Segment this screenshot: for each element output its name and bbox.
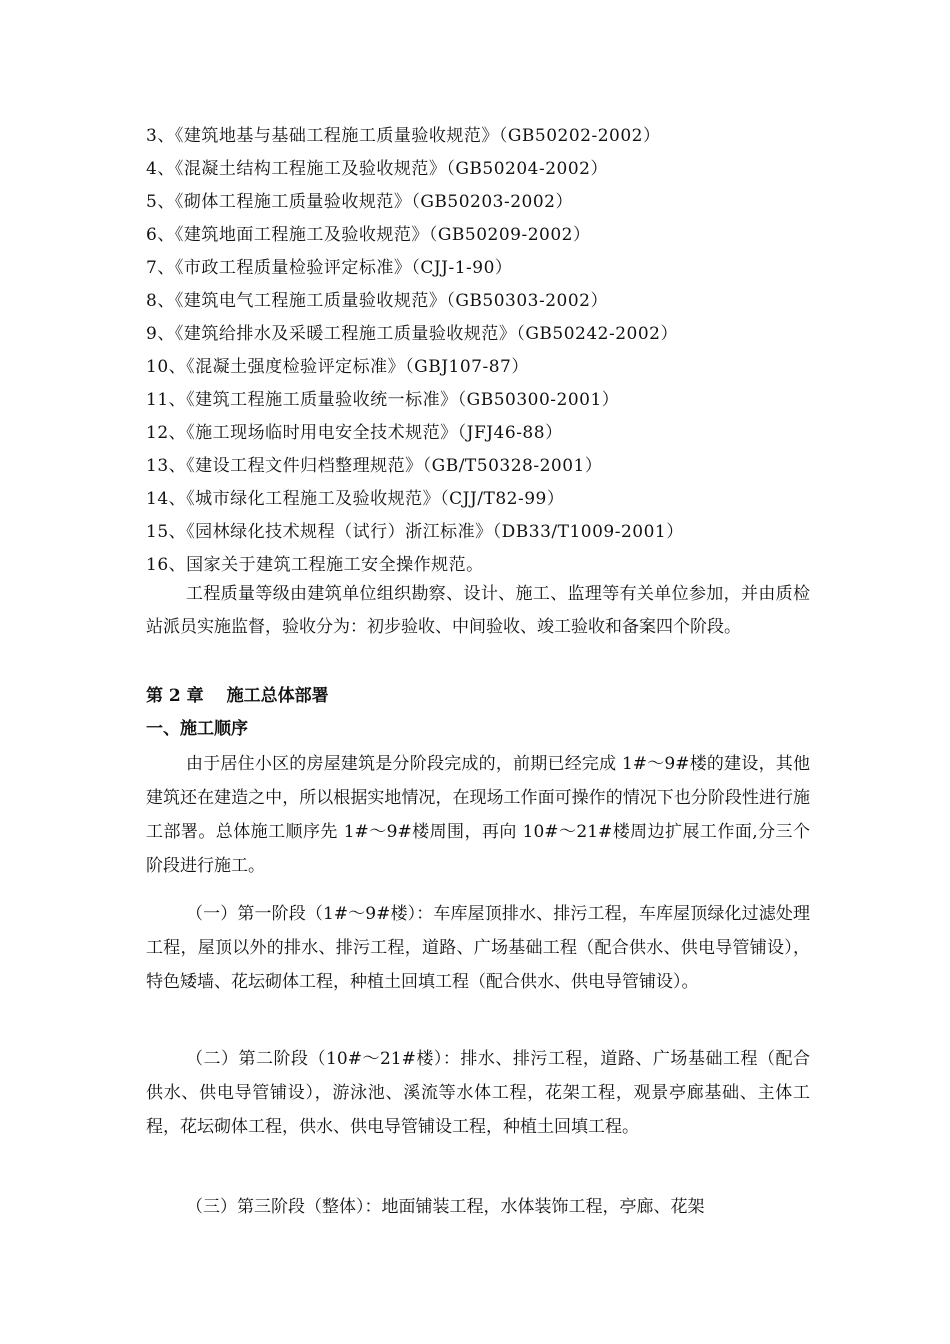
list-item: 12、《施工现场临时用电安全技术规范》（JFJ46-88）	[146, 423, 563, 443]
list-item: 6、《建筑地面工程施工及验收规范》（GB50209-2002）	[146, 225, 591, 245]
list-item: 4、《混凝土结构工程施工及验收规范》（GB50204-2002）	[146, 159, 608, 179]
list-item: 5、《砌体工程施工质量验收规范》（GB50203-2002）	[146, 192, 573, 212]
stage-3-paragraph: （三）第三阶段（整体）：地面铺装工程，水体装饰工程，亭廊、花架	[186, 1197, 705, 1217]
list-item: 3、《建筑地基与基础工程施工质量验收规范》（GB50202-2002）	[146, 126, 661, 146]
stage-1-paragraph: （一）第一阶段（1#～9#楼）：车库屋顶排水、排污工程，车库屋顶绿化过滤处理工程，屋顶以外的排水、排污工程，道路、广场基础工程（配合供水、供电导管铺设），特色矮墙、花坛砌体工程，种植土回填工程（配合供水、供电导管铺设）。	[146, 904, 810, 992]
list-item: 9、《建筑给排水及采暖工程施工质量验收规范》（GB50242-2002）	[146, 324, 678, 344]
section-title: 一、施工顺序	[146, 719, 248, 739]
stage-2-paragraph: （二）第二阶段（10#～21#楼）：排水、排污工程，道路、广场基础工程（配合供水、供电导管铺设），游泳池、溪流等水体工程，花架工程，观景亭廊基础、主体工程，花坛砌体工程，供水、供电导管铺设工程，种植土回填工程。	[146, 1049, 810, 1137]
list-item: 15、《园林绿化技术规程（试行）浙江标准》（DB33/T1009-2001）	[146, 522, 684, 542]
chapter-title: 第 2 章 施工总体部署	[146, 686, 329, 706]
list-item: 11、《建筑工程施工质量验收统一标准》（GB50300-2001）	[146, 390, 620, 410]
sequence-paragraph: 由于居住小区的房屋建筑是分阶段完成的，前期已经完成 1#～9#楼的建设，其他建筑还在建造之中，所以根据实地情况，在现场工作面可操作的情况下也分阶段性进行施工部署。总体施工顺序先 1#～9#楼周围，再向 10#～21#楼周边扩展工作面,分三个阶段进行施工。	[146, 754, 810, 876]
list-item: 10、《混凝土强度检验评定标准》（GBJ107-87）	[146, 357, 529, 377]
list-item: 8、《建筑电气工程施工质量验收规范》（GB50303-2002）	[146, 291, 608, 311]
quality-paragraph: 工程质量等级由建筑单位组织勘察、设计、施工、监理等有关单位参加，并由质检站派员实施监督，验收分为：初步验收、中间验收、竣工验收和备案四个阶段。	[146, 584, 810, 637]
list-item: 16、国家关于建筑工程施工安全操作规范。	[146, 555, 484, 575]
list-item: 7、《市政工程质量检验评定标准》（CJJ-1-90）	[146, 258, 513, 278]
list-item: 14、《城市绿化工程施工及验收规范》（CJJ/T82-99）	[146, 489, 565, 509]
list-item: 13、《建设工程文件归档整理规范》（GB/T50328-2001）	[146, 456, 603, 476]
